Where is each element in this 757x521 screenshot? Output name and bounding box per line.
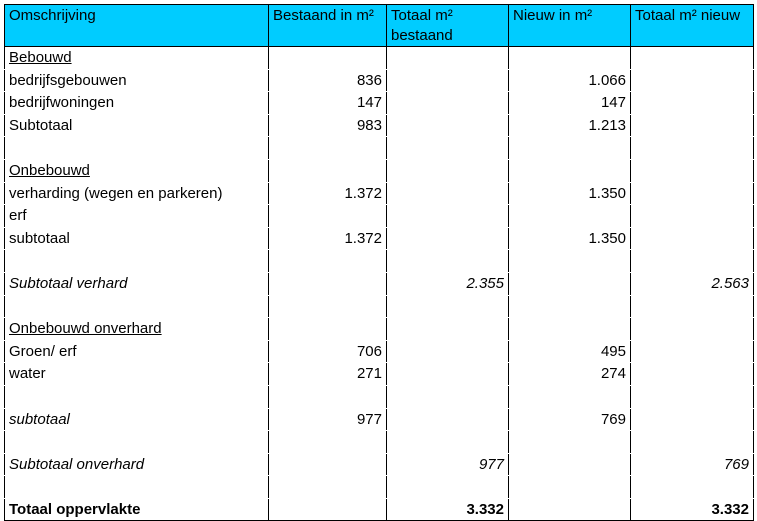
cell[interactable] [509,47,631,70]
cell[interactable] [5,476,269,499]
table-row [5,363,754,386]
cell[interactable] [631,47,754,70]
cell[interactable] [269,159,387,182]
cell[interactable] [631,92,754,115]
cell[interactable] [387,182,509,205]
subtotal-label[interactable]: Subtotaal [5,114,269,137]
cell[interactable] [387,159,509,182]
cell[interactable] [509,295,631,318]
total-nieuw[interactable]: 3.332 [631,498,754,521]
cell[interactable] [387,114,509,137]
cell[interactable] [5,137,269,160]
cell[interactable] [631,340,754,363]
subtotal-label[interactable]: subtotaal [5,227,269,250]
section-title-row [5,159,754,182]
cell[interactable] [269,453,387,476]
header-totaal-bestaand[interactable]: Totaal m² bestaand [387,5,509,47]
header-row [5,5,754,47]
row-label[interactable]: bedrijfsgebouwen [5,69,269,92]
cell[interactable] [631,159,754,182]
header-omschrijving[interactable]: Omschrijving [5,5,269,47]
cell[interactable] [269,498,387,521]
subtotal-onverhard-row [5,453,754,476]
cell[interactable] [387,431,509,454]
cell[interactable] [631,227,754,250]
subtotal-row [5,227,754,250]
cell[interactable] [631,431,754,454]
row-bestaand[interactable]: 147 [269,92,387,115]
cell[interactable] [509,453,631,476]
cell[interactable] [509,385,631,408]
row-label[interactable]: bedrijfwoningen [5,92,269,115]
row-label[interactable]: erf [5,205,269,228]
cell[interactable] [387,340,509,363]
row-nieuw[interactable]: 495 [509,340,631,363]
header-totaal-nieuw[interactable]: Totaal m² nieuw [631,5,754,47]
cell[interactable] [387,408,509,431]
section-title-row [5,318,754,341]
cell[interactable] [387,137,509,160]
row-bestaand[interactable]: 271 [269,363,387,386]
cell[interactable] [509,137,631,160]
subtotal-verhard-bestaand[interactable]: 2.355 [387,272,509,295]
cell[interactable] [269,295,387,318]
cell[interactable] [269,250,387,273]
subtotal-nieuw[interactable]: 1.350 [509,227,631,250]
cell[interactable] [509,476,631,499]
cell[interactable] [269,318,387,341]
cell[interactable] [631,114,754,137]
section-onverhard-title[interactable]: Onbebouwd onverhard [5,318,269,341]
cell[interactable] [631,476,754,499]
cell[interactable] [631,250,754,273]
table-row [5,69,754,92]
cell[interactable] [509,498,631,521]
row-bestaand[interactable]: 706 [269,340,387,363]
subtotal-bestaand[interactable]: 983 [269,114,387,137]
cell[interactable] [509,159,631,182]
row-label[interactable]: water [5,363,269,386]
subtotal-verhard-nieuw[interactable]: 2.563 [631,272,754,295]
section-onbebouwd-title[interactable]: Onbebouwd [5,159,269,182]
cell[interactable] [269,47,387,70]
cell[interactable] [387,69,509,92]
subtotal-verhard-row [5,272,754,295]
empty-row [5,431,754,454]
empty-row [5,476,754,499]
row-label[interactable]: Groen/ erf [5,340,269,363]
cell[interactable] [387,318,509,341]
empty-row [5,250,754,273]
cell[interactable] [631,205,754,228]
cell[interactable] [5,385,269,408]
cell[interactable] [269,476,387,499]
cell[interactable] [387,205,509,228]
total-bestaand[interactable]: 3.332 [387,498,509,521]
row-nieuw[interactable]: 1.350 [509,182,631,205]
area-table [4,4,754,521]
table-row [5,205,754,228]
total-row [5,498,754,521]
subtotal-nieuw[interactable]: 1.213 [509,114,631,137]
empty-row [5,137,754,160]
cell[interactable] [387,385,509,408]
cell[interactable] [631,295,754,318]
cell[interactable] [509,272,631,295]
cell[interactable] [631,69,754,92]
subtotal-row [5,408,754,431]
cell[interactable] [387,250,509,273]
subtotal-verhard-label[interactable]: Subtotaal verhard [5,272,269,295]
cell[interactable] [269,137,387,160]
row-label[interactable]: verharding (wegen en parkeren) [5,182,269,205]
cell[interactable] [269,431,387,454]
header-bestaand[interactable]: Bestaand in m² [269,5,387,47]
cell[interactable] [509,318,631,341]
subtotal-onverhard-bestaand[interactable]: 977 [387,453,509,476]
header-nieuw[interactable]: Nieuw in m² [509,5,631,47]
subtotal-nieuw[interactable]: 769 [509,408,631,431]
cell[interactable] [631,137,754,160]
total-label[interactable]: Totaal oppervlakte [5,498,269,521]
cell[interactable] [387,476,509,499]
section-title-row [5,47,754,70]
subtotal-row [5,114,754,137]
cell[interactable] [387,47,509,70]
row-nieuw[interactable]: 274 [509,363,631,386]
cell[interactable] [5,250,269,273]
row-nieuw[interactable]: 1.066 [509,69,631,92]
subtotal-bestaand[interactable]: 1.372 [269,227,387,250]
subtotal-bestaand[interactable]: 977 [269,408,387,431]
cell[interactable] [631,408,754,431]
cell[interactable] [5,295,269,318]
cell[interactable] [387,363,509,386]
row-bestaand[interactable]: 1.372 [269,182,387,205]
cell[interactable] [387,295,509,318]
row-bestaand[interactable]: 836 [269,69,387,92]
row-nieuw[interactable]: 147 [509,92,631,115]
cell[interactable] [5,431,269,454]
empty-row [5,295,754,318]
cell[interactable] [509,431,631,454]
table-row [5,182,754,205]
cell[interactable] [387,92,509,115]
cell[interactable] [387,227,509,250]
row-bestaand[interactable] [269,205,387,228]
empty-row [5,385,754,408]
table-row [5,92,754,115]
row-nieuw[interactable] [509,205,631,228]
cell[interactable] [269,272,387,295]
section-bebouwd-title[interactable]: Bebouwd [5,47,269,70]
subtotal-onverhard-nieuw[interactable]: 769 [631,453,754,476]
table-row [5,340,754,363]
cell[interactable] [631,363,754,386]
cell[interactable] [631,182,754,205]
cell[interactable] [631,385,754,408]
subtotal-onverhard-label[interactable]: Subtotaal onverhard [5,453,269,476]
cell[interactable] [509,250,631,273]
cell[interactable] [269,385,387,408]
subtotal-label[interactable]: subtotaal [5,408,269,431]
cell[interactable] [631,318,754,341]
